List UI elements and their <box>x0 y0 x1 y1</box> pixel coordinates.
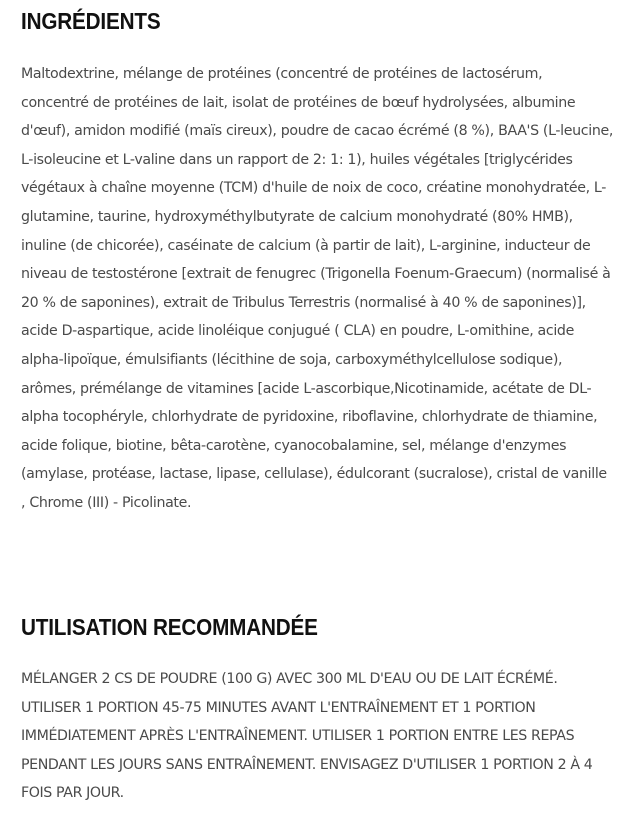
recommended-usage-heading: UTILISATION RECOMMANDÉE <box>21 614 318 640</box>
ingredients-heading: INGRÉDIENTS <box>21 8 161 34</box>
recommended-usage-text: MÉLANGER 2 CS DE POUDRE (100 G) AVEC 300 ML D'EAU OU DE LAIT ÉCRÉMÉ. UTILISER 1 PORTION 45-75 MINUTES AVANT L'ENTRAÎNEMENT ET 1 PORTION IMMÉDIATEMENT APRÈS L'ENTRAÎNEMENT. UTILISER 1 PORTION ENTRE LES REPAS PENDANT LES JOURS SANS ENTRAÎNEMENT. ENVISAGEZ D'UTILISER 1 PORTION 2 À 4 FOIS PAR JOUR. <box>21 671 593 802</box>
ingredients-text: Maltodextrine, mélange de protéines (concentré de protéines de lactosérum, concentré de protéines de lait, isolat de protéines de bœuf hydrolysées, albumine d'œuf), amidon modifié (maïs cireux), poudre de cacao écrémé (8 %), BAA'S (L-leucine, L-isoleucine et L-valine dans un rapport de 2: 1: 1), huiles végétales [triglycérides végétaux à chaîne moyenne (TCM) d'huile de noix de coco, créatine monohydratée, L-glutamine, taurine, hydroxyméthylbutyrate de calcium monohydraté (80% HMB), inuline (de chicorée), caséinate de calcium (à partir de lait), L-arginine, inducteur de niveau de testostérone [extrait de fenugrec (Trigonella Foenum-Graecum) (normalisé à 20 % de saponines), extrait de Tribulus Terrestris (normalisé à 40 % de saponines)], acide D-aspartique, acide linoléique conjugué ( CLA) en poudre, L-omithine, acide alpha-lipoïque, émulsifiants (lécithine de soja, carboxyméthylcellulose sodique), arômes, prémélange de vitamines [acide L-ascorbique,Nicotinamide, acétate de DL-alpha tocophéryle, chlorhydrate de pyridoxine, riboflavine, chlorhydrate de thiamine, acide folique, biotine, bêta-carotène, cyanocobalamine, sel, mélange d'enzymes (amylase, protéase, lactase, lipase, cellulase), édulcorant (sucralose), cristal de vanille , Chrome (III) - Picolinate. <box>21 66 614 511</box>
